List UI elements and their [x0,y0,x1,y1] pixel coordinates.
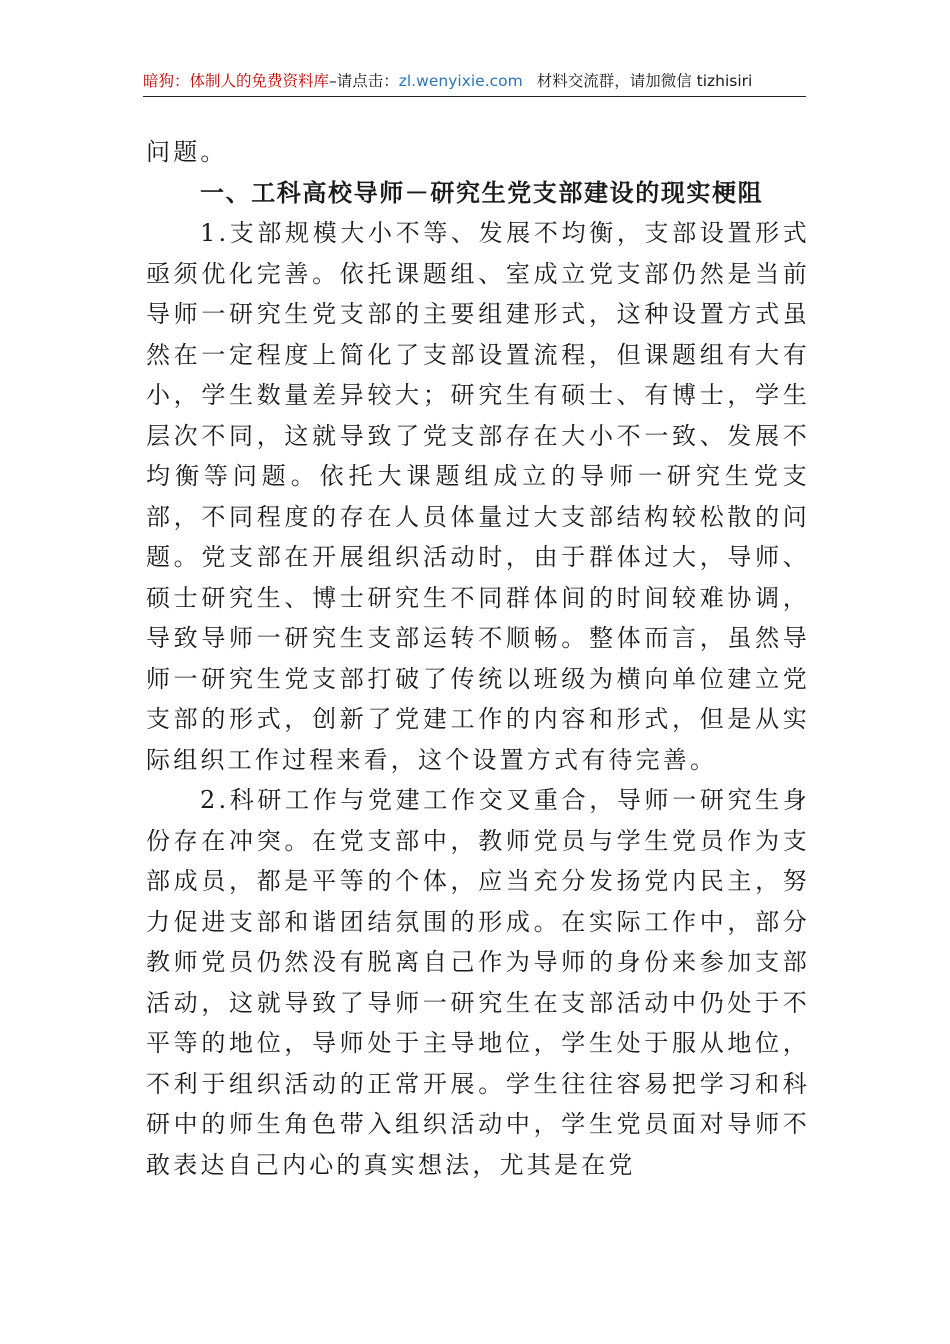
paragraph-1: 1.支部规模大小不等、发展不均衡，支部设置形式亟须优化完善。依托课题组、室成立党支部仍然是当前导师一研究生党支部的主要组建形式，这种设置方式虽然在一定程度上简化了支部设置流程，但课题组有大有小，学生数量差异较大；研究生有硕士、有博士，学生层次不同，这就导致了党支部存在大小不一致、发展不均衡等问题。依托大课题组成立的导师一研究生党支部，不同程度的存在人员体量过大支部结构较松散的问题。党支部在开展组织活动时，由于群体过大，导师、硕士研究生、博士研究生不同群体间的时间较难协调，导致导师一研究生支部运转不顺畅。整体而言，虽然导师一研究生党支部打破了传统以班级为横向单位建立党支部的形式，创新了党建工作的内容和形式，但是从实际组织工作过程来看，这个设置方式有待完善。 [146,219,810,774]
document-body [146,132,810,1185]
continuation-text: 问题。 [146,138,228,166]
section-heading: 一、工科高校导师－研究生党支部建设的现实梗阻 [200,178,764,207]
page-header [143,68,806,94]
header-divider [143,96,806,97]
header-brand: 暗狗：体制人的免费资料库 [143,72,330,90]
paragraph-2: 2.科研工作与党建工作交叉重合，导师一研究生身份存在冲突。在党支部中，教师党员与学生党员作为支部成员，都是平等的个体，应当充分发扬党内民主，努力促进支部和谐团结氛围的形成。在实际工作中，部分教师党员仍然没有脱离自己作为导师的身份来参加支部活动，这就导致了导师一研究生在支部活动中仍处于不平等的地位，导师处于主导地位，学生处于服从地位，不利于组织活动的正常开展。学生往往容易把学习和科研中的师生角色带入组织活动中，学生党员面对导师不敢表达自己内心的真实想法，尤其是在党 [146,786,810,1179]
header-link[interactable]: zl.wenyixie.com [398,72,523,90]
header-contact: 材料交流群，请加微信 tizhisiri [536,72,753,90]
header-prompt: –请点击： [329,72,399,90]
